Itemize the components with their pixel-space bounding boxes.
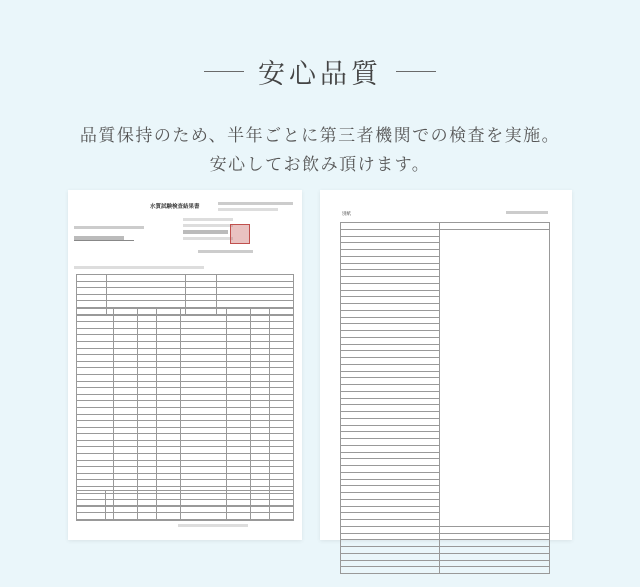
client-underline bbox=[74, 240, 134, 241]
sampling-note-line bbox=[74, 266, 204, 269]
result-row bbox=[77, 394, 294, 401]
annex-row bbox=[341, 412, 550, 419]
annex-items-table bbox=[340, 222, 550, 574]
annex-row bbox=[341, 385, 550, 392]
annex-row bbox=[341, 317, 550, 324]
annex-row bbox=[341, 479, 550, 486]
annex-row bbox=[341, 223, 550, 230]
annex-row bbox=[341, 452, 550, 459]
client-address-line bbox=[74, 226, 144, 229]
result-row bbox=[77, 407, 294, 414]
result-row bbox=[77, 322, 294, 329]
report-title: 水質試験検査結果書 bbox=[150, 204, 200, 210]
sample-info-row bbox=[77, 281, 294, 288]
results-table bbox=[76, 308, 294, 520]
inspector-line bbox=[198, 250, 253, 253]
annex-row bbox=[341, 418, 550, 425]
result-row bbox=[77, 447, 294, 454]
annex-row bbox=[341, 432, 550, 439]
annex-row bbox=[341, 425, 550, 432]
annex-row bbox=[341, 236, 550, 243]
annex-row bbox=[341, 229, 550, 236]
result-row bbox=[77, 401, 294, 408]
remarks-table bbox=[76, 490, 294, 521]
annex-row bbox=[341, 560, 550, 567]
lab-address-line-1 bbox=[183, 218, 233, 221]
annex-row bbox=[341, 533, 550, 540]
result-row bbox=[77, 467, 294, 474]
result-row bbox=[77, 460, 294, 467]
annex-row bbox=[341, 520, 550, 527]
result-row bbox=[77, 473, 294, 480]
result-row bbox=[77, 381, 294, 388]
annex-row bbox=[341, 506, 550, 513]
annex-row bbox=[341, 398, 550, 405]
result-row bbox=[77, 421, 294, 428]
annex-row bbox=[341, 297, 550, 304]
annex-row bbox=[341, 493, 550, 500]
result-row bbox=[77, 480, 294, 487]
seal-stamp bbox=[230, 224, 250, 244]
annex-row bbox=[341, 459, 550, 466]
annex-row bbox=[341, 371, 550, 378]
test-report-document bbox=[68, 190, 302, 540]
result-row bbox=[77, 414, 294, 421]
result-row bbox=[77, 427, 294, 434]
annex-row bbox=[341, 344, 550, 351]
annex-row bbox=[341, 405, 550, 412]
annex-row bbox=[341, 256, 550, 263]
annex-row bbox=[341, 540, 550, 547]
result-row bbox=[77, 355, 294, 362]
intro-line-1: 品質保持のため、半年ごとに第三者機関での検査を実施。 bbox=[79, 126, 561, 146]
annex-row bbox=[341, 526, 550, 533]
heading-right-rule bbox=[396, 71, 436, 72]
result-row bbox=[77, 374, 294, 381]
result-row bbox=[77, 440, 294, 447]
annex-row bbox=[341, 337, 550, 344]
annex-row bbox=[341, 391, 550, 398]
annex-row bbox=[341, 304, 550, 311]
annex-row bbox=[341, 310, 550, 317]
lab-address-line-2 bbox=[183, 224, 233, 227]
result-row bbox=[77, 335, 294, 342]
annex-row bbox=[341, 466, 550, 473]
annex-row bbox=[341, 439, 550, 446]
annex-row bbox=[341, 270, 550, 277]
lab-name-line bbox=[183, 230, 228, 234]
annex-row bbox=[341, 358, 550, 365]
annex-row bbox=[341, 513, 550, 520]
annex-row bbox=[341, 324, 550, 331]
annex-row bbox=[341, 243, 550, 250]
result-row bbox=[77, 388, 294, 395]
annex-row bbox=[341, 290, 550, 297]
result-row bbox=[77, 341, 294, 348]
result-row bbox=[77, 434, 294, 441]
result-row bbox=[77, 315, 294, 322]
sample-info-row bbox=[77, 294, 294, 301]
annex-row bbox=[341, 553, 550, 560]
lab-phone-line bbox=[183, 237, 233, 240]
annex-document bbox=[320, 190, 572, 540]
annex-row bbox=[341, 283, 550, 290]
annex-row bbox=[341, 499, 550, 506]
result-row bbox=[77, 348, 294, 355]
annex-row bbox=[341, 378, 550, 385]
annex-row bbox=[341, 263, 550, 270]
annex-row bbox=[341, 547, 550, 554]
annex-number-line bbox=[506, 211, 548, 214]
annex-row bbox=[341, 277, 550, 284]
report-date-line bbox=[218, 208, 278, 211]
annex-label: 別紙 bbox=[342, 212, 351, 217]
sample-info-row bbox=[77, 288, 294, 295]
annex-row bbox=[341, 486, 550, 493]
annex-row bbox=[341, 331, 550, 338]
report-footer-line bbox=[178, 524, 248, 527]
sample-info-row bbox=[77, 275, 294, 282]
result-row bbox=[77, 328, 294, 335]
sample-info-row bbox=[77, 301, 294, 308]
section-heading bbox=[0, 52, 640, 91]
result-row bbox=[77, 309, 294, 316]
heading-left-rule bbox=[204, 71, 244, 72]
section-title: 安心品質 bbox=[258, 59, 382, 90]
annex-row bbox=[341, 472, 550, 479]
result-row bbox=[77, 454, 294, 461]
annex-row bbox=[341, 351, 550, 358]
result-row bbox=[77, 361, 294, 368]
annex-row bbox=[341, 567, 550, 574]
report-number-lines bbox=[218, 202, 293, 205]
annex-row bbox=[341, 250, 550, 257]
annex-row bbox=[341, 364, 550, 371]
intro-line-2: 安心してお飲み頂けます。 bbox=[209, 155, 431, 175]
annex-row bbox=[341, 445, 550, 452]
result-row bbox=[77, 368, 294, 375]
